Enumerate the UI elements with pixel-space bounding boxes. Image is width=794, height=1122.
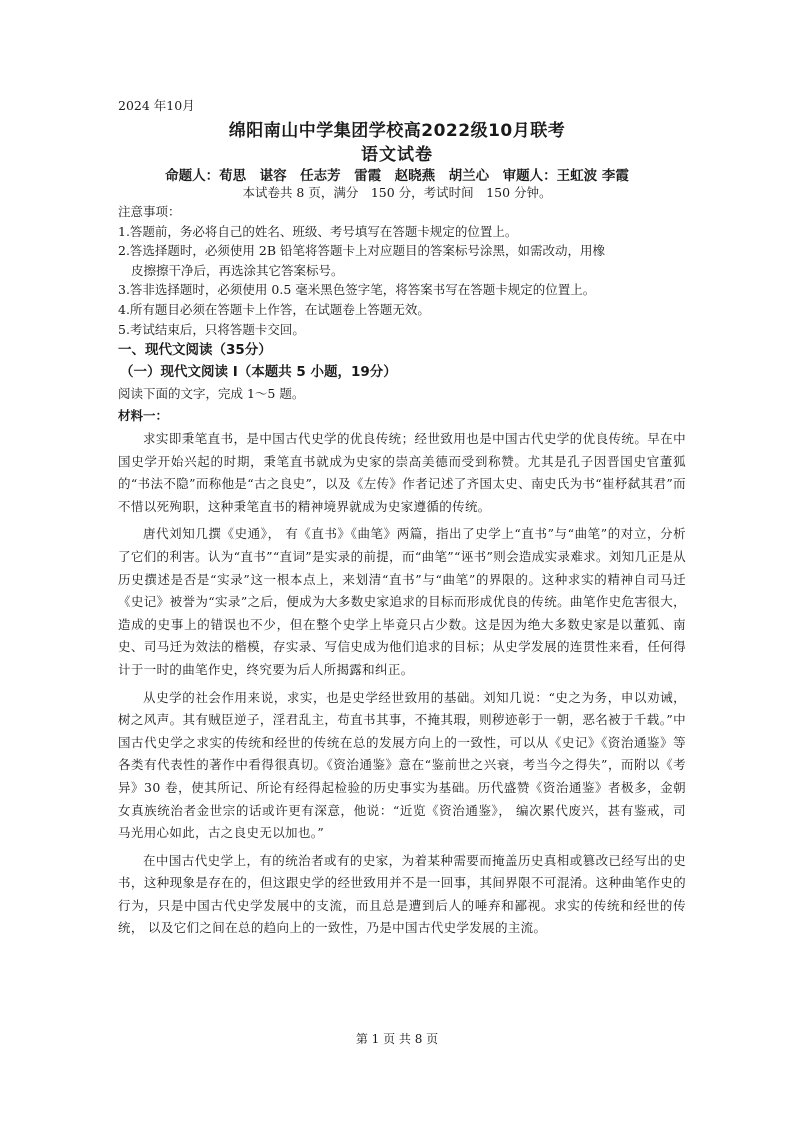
exam-info: 本试卷共 8 页，满分 150 分，考试时间 150 分钟。 bbox=[242, 185, 552, 200]
passage-paragraph-2: 唐代刘知几撰《史通》， 有《直书》《曲笔》两篇，指出了史学上“直书”与“曲笔”的对立，分析了它们的利害。认为“直书”“直词”是实录的前提，而“曲笔”“诬书”则会造成实录难求。刘知几正是从历史撰述是否是“实录”这一根本点上，来划清“直书”与“曲笔”的界限的。这种求实的精神自司马迁《史记》被誉为“实录”之后，便成为大多数史家追求的目标而形成优良的传统。曲笔作史危害很大，造成的史事上的错误也不少，但在整个史学上毕竟只占少数。这是因为绝大多数史家是以董狐、南史、司马迁为效法的楷模，存实录、写信史成为他们追求的目标；从史学发展的连贯性来看，任何得计于一时的曲笔作史，终究要为后人所揭露和纠正。 bbox=[118, 526, 686, 677]
reading-instruction: 阅读下面的文字，完成 1～5 题。 bbox=[118, 386, 305, 401]
note-item-4: 4.所有题目必须在答题卡上作答，在试题卷上答题无效。 bbox=[118, 301, 430, 317]
exam-authors: 命题人：荀思 谌容 任志芳 雷霞 赵晓燕 胡兰心 审题人：王虹波 李霞 bbox=[165, 168, 629, 184]
note-item-1: 1.答题前，务必将自己的姓名、班级、考号填写在答题卡规定的位置上。 bbox=[118, 223, 518, 239]
passage-paragraph-4: 在中国古代史学上，有的统治者或有的史家，为着某种需要而掩盖历史真相或篡改已经写出的史书，这种现象是存在的，但这跟史学的经世致用并不是一回事，其间界限不可混淆。这种曲笔作史的行为，只是中国古代史学发展中的支流，而且总是遭到后人的唾弃和鄙视。求实的传统和经世的传统， 以及它们之间在总的趋向上的一致性，乃是中国古代史学发展的主流。 bbox=[118, 852, 686, 936]
material-label: 材料一： bbox=[118, 408, 169, 423]
section-title: 一、现代文阅读（35分） bbox=[118, 342, 272, 358]
exam-subject: 语文试卷 bbox=[361, 145, 433, 165]
note-item-2: 2.答选择题时，必须使用 2B 铅笔将答题卡上对应题目的答案标号涂黑，如需改动，用橡 bbox=[118, 243, 606, 259]
page-footer: 第 1 页 共 8 页 bbox=[355, 1032, 439, 1046]
notes-block bbox=[118, 202, 688, 339]
passage-paragraph-1: 求实即秉笔直书，是中国古代史学的优良传统；经世致用也是中国古代史学的优良传统。早在中国史学开始兴起的时期，秉笔直书就成为史家的崇高美德而受到称赞。尤其是孔子因晋国史官董狐的“书法不隐”而称他是“古之良史”，以及《左传》作者记述了齐国太史、南史氏为书“崔杼弑其君”而不惜以死殉职，这种秉笔直书的精神境界就成为史家遵循的传统。 bbox=[118, 431, 686, 514]
note-item-3: 3.答非选择题时，必须使用 0.5 毫米黑色签字笔，将答案书写在答题卡规定的位置上。 bbox=[118, 282, 596, 298]
exam-date: 2024 年10月 bbox=[118, 98, 195, 113]
passage-paragraph-3: 从史学的社会作用来说，求实，也是史学经世致用的基础。刘知几说：“史之为务，申以劝诫，树之风声。其有贼臣逆子，淫君乱主，苟直书其事，不掩其瑕，则秽迹彰于一朝，恶名被于千载。”中国古代史学之求实的传统和经世的传统在总的发展方向上的一致性，可以从《史记》《资治通鉴》等各类有代表性的著作中看得很真切。《资治通鉴》意在“鉴前世之兴衰，考当今之得失”，而附以《考异》30 卷，使其所记、所论有经得起检验的历史事实为基础。历代盛赞《资治通鉴》者极多，金朝女真族统治者金世宗的话或许更有深意，他说：“近览《资治通鉴》， 编次累代废兴，甚有鉴戒，司马光用心如此，古之良史无以加也。” bbox=[118, 689, 686, 841]
note-item-2-cont: 皮擦擦干净后，再选涂其它答案标号。 bbox=[131, 262, 344, 278]
note-item-5: 5.考试结束后，只将答题卡交回。 bbox=[118, 321, 305, 337]
passage bbox=[118, 428, 686, 945]
exam-title: 绵阳南山中学集团学校高2022级10月联考 bbox=[228, 121, 566, 141]
notes-heading: 注意事项： bbox=[118, 204, 181, 219]
section-subtitle: （一）现代文阅读 I（本题共 5 小题，19分） bbox=[120, 364, 397, 380]
